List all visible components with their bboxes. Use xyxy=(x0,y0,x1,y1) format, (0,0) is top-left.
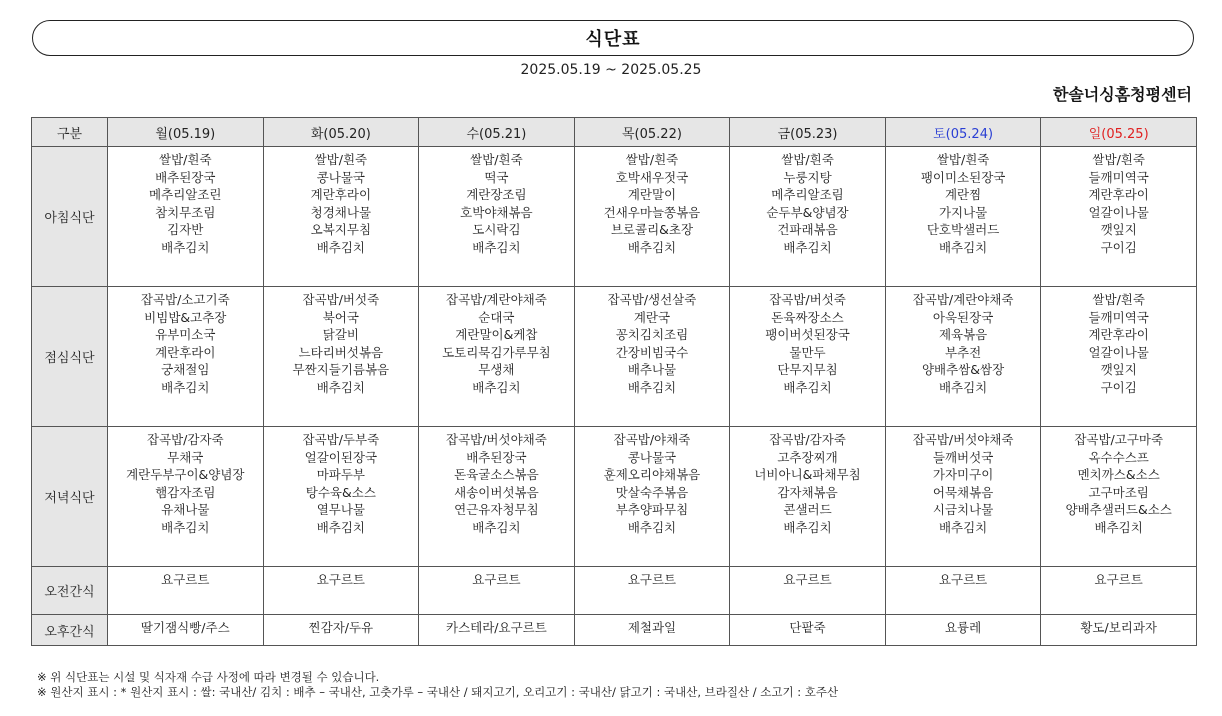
menu-item: 계란두부구이&양념장 xyxy=(126,467,245,482)
row-label-morning-snack: 오전간식 xyxy=(32,567,108,615)
afternoon-snack-cell: 딸기잼식빵/주스 xyxy=(108,615,264,646)
menu-item: 계란찜 xyxy=(944,187,982,202)
menu-item: 배추김치 xyxy=(316,239,365,255)
header-row xyxy=(32,118,1197,147)
menu-item: 누룽지탕 xyxy=(783,169,832,185)
menu-item: 순대국 xyxy=(478,309,515,325)
meal-cell xyxy=(885,427,1041,567)
menu-item: 쌀밥/흰죽 xyxy=(1092,292,1145,307)
header-category: 구분 xyxy=(32,118,108,147)
afternoon-snack-cell: 요륭레 xyxy=(885,615,1041,646)
menu-item: 옥수수스프 xyxy=(1088,449,1149,465)
menu-item: 배추김치 xyxy=(627,239,677,255)
row-label-lunch: 점심식단 xyxy=(32,287,108,427)
menu-item: 청경채나물 xyxy=(310,204,372,220)
menu-item: 배추나물 xyxy=(627,362,677,377)
meal-cell xyxy=(108,287,264,427)
menu-item: 콩나물국 xyxy=(316,169,365,185)
menu-item: 간장비빔국수 xyxy=(615,344,689,360)
menu-item: 감자채볶음 xyxy=(777,484,838,500)
menu-item: 계란장조림 xyxy=(466,187,527,202)
menu-item: 배추김치 xyxy=(938,379,988,395)
menu-item: 얼갈이나물 xyxy=(1088,204,1149,220)
menu-item: 메추리알조림 xyxy=(771,187,844,202)
header-day-fri: 금(05.23) xyxy=(730,118,886,147)
menu-table xyxy=(31,117,1197,646)
menu-item: 유채나물 xyxy=(161,502,210,517)
afternoon-snack-cell: 단팥죽 xyxy=(730,615,886,646)
lunch-row xyxy=(32,287,1197,427)
meal-cell xyxy=(574,147,730,287)
menu-item: 계란후라이 xyxy=(155,344,216,360)
menu-item: 닭갈비 xyxy=(322,327,359,342)
menu-item: 느타리버섯볶음 xyxy=(298,344,384,360)
header-day-thu: 목(05.22) xyxy=(574,118,730,147)
menu-item: 잡곡밥/생선살죽 xyxy=(607,292,697,307)
menu-item: 계란후라이 xyxy=(1088,187,1149,202)
meal-cell xyxy=(108,427,264,567)
menu-item: 가지나물 xyxy=(938,204,988,220)
meal-cell xyxy=(419,287,575,427)
menu-item: 쌀밥/흰죽 xyxy=(470,152,523,167)
menu-item: 배추된장국 xyxy=(155,169,216,185)
meal-cell xyxy=(263,427,419,567)
menu-item: 배추김치 xyxy=(316,379,365,395)
menu-item: 쌀밥/흰죽 xyxy=(159,152,212,167)
menu-item: 양배추쌈&쌈장 xyxy=(921,362,1005,377)
morning-snack-cell: 요구르트 xyxy=(730,567,886,615)
menu-item: 팽이미소된장국 xyxy=(920,169,1006,185)
menu-item: 잡곡밥/버섯야채죽 xyxy=(446,432,547,447)
meal-cell xyxy=(1041,147,1197,287)
menu-item: 참치무조림 xyxy=(155,204,216,220)
menu-item: 떡국 xyxy=(484,169,509,185)
menu-item: 물만두 xyxy=(789,344,826,360)
meal-cell xyxy=(108,147,264,287)
menu-item: 배추김치 xyxy=(1094,519,1143,535)
menu-item: 배추김치 xyxy=(161,519,210,535)
menu-item: 계란말이&케찹 xyxy=(455,327,538,342)
breakfast-row xyxy=(32,147,1197,287)
menu-item: 훈제오리야채볶음 xyxy=(603,467,701,482)
menu-item: 마파두부 xyxy=(316,467,365,482)
menu-item: 계란국 xyxy=(633,309,671,325)
menu-item: 김자반 xyxy=(167,222,204,237)
meal-cell xyxy=(730,147,886,287)
page-title: 식단표 xyxy=(585,29,641,50)
footnotes xyxy=(37,670,838,700)
menu-item: 고구마조림 xyxy=(1088,484,1149,500)
menu-item: 쌀밥/흰죽 xyxy=(314,152,368,167)
meal-cell xyxy=(730,427,886,567)
menu-item: 단무지무침 xyxy=(777,362,838,377)
menu-item: 잡곡밥/야채죽 xyxy=(613,432,691,447)
menu-item: 잡곡밥/버섯야채죽 xyxy=(912,432,1014,447)
morning-snack-cell: 요구르트 xyxy=(108,567,264,615)
menu-item: 배추김치 xyxy=(938,239,988,255)
menu-item: 호박새우젓국 xyxy=(615,169,689,185)
morning-snack-cell: 요구르트 xyxy=(574,567,730,615)
meal-cell xyxy=(263,147,419,287)
menu-item: 돈육짜장소스 xyxy=(771,309,844,325)
menu-item: 양배추샐러드&소스 xyxy=(1065,502,1172,517)
header-day-wed: 수(05.21) xyxy=(419,118,575,147)
menu-item: 아욱된장국 xyxy=(932,309,994,325)
meal-cell xyxy=(574,427,730,567)
menu-item: 배추된장국 xyxy=(466,449,527,465)
meal-cell xyxy=(1041,427,1197,567)
menu-item: 어묵채볶음 xyxy=(932,484,994,500)
menu-item: 팽이버섯된장국 xyxy=(765,327,850,342)
header-day-sun: 일(05.25) xyxy=(1041,118,1197,147)
menu-item: 연근유자청무침 xyxy=(454,502,539,517)
morning-snack-cell: 요구르트 xyxy=(885,567,1041,615)
menu-item: 배추김치 xyxy=(627,379,677,395)
header-day-tue: 화(05.20) xyxy=(263,118,419,147)
menu-item: 궁채절임 xyxy=(161,362,210,377)
menu-item: 들깨버섯국 xyxy=(932,449,994,465)
morning-snack-cell: 요구르트 xyxy=(1041,567,1197,615)
menu-item: 계란후라이 xyxy=(1088,327,1149,342)
footnote-change-notice: ※ 위 식단표는 시설 및 식자재 수급 사정에 따라 변경될 수 있습니다. xyxy=(37,670,380,684)
afternoon-snack-cell: 카스테라/요구르트 xyxy=(419,615,575,646)
menu-item: 맛살숙주볶음 xyxy=(615,484,689,500)
menu-item: 배추김치 xyxy=(161,379,210,395)
menu-item: 구이김 xyxy=(1100,379,1137,395)
menu-item: 배추김치 xyxy=(316,519,365,535)
period-range: 2025.05.19 ~ 2025.05.25 xyxy=(520,62,702,78)
meal-cell xyxy=(1041,287,1197,427)
menu-item: 순두부&양념장 xyxy=(766,204,849,220)
menu-item: 오복지무침 xyxy=(310,222,372,237)
menu-item: 콘샐러드 xyxy=(783,502,832,517)
menu-item: 가자미구이 xyxy=(932,467,994,482)
menu-item: 배추김치 xyxy=(783,239,832,255)
menu-item: 쌀밥/흰죽 xyxy=(781,152,834,167)
menu-item: 도토리묵김가루무침 xyxy=(442,344,551,360)
menu-item: 배추김치 xyxy=(627,519,677,535)
menu-item: 제육볶음 xyxy=(938,327,988,342)
afternoon-snack-cell: 황도/보리과자 xyxy=(1041,615,1197,646)
menu-item: 부추양파무침 xyxy=(615,502,689,517)
menu-item: 건새우마늘쫑볶음 xyxy=(603,204,701,220)
menu-item: 잡곡밥/두부죽 xyxy=(302,432,380,447)
menu-item: 탕수육&소스 xyxy=(305,484,376,500)
menu-item: 들깨미역국 xyxy=(1088,169,1149,185)
afternoon-snack-cell: 찐감자/두유 xyxy=(263,615,419,646)
menu-item: 무짠지들기름볶음 xyxy=(292,362,390,377)
menu-item: 햄감자조림 xyxy=(155,484,216,500)
menu-item: 꽁치김치조림 xyxy=(615,327,689,342)
row-label-breakfast: 아침식단 xyxy=(32,147,108,287)
afternoon-snack-cell: 제철과일 xyxy=(574,615,730,646)
menu-item: 얼갈이된장국 xyxy=(304,449,378,465)
organization-name: 한솔너싱홈청평센터 xyxy=(1052,85,1192,104)
afternoon-snack-row xyxy=(32,615,1197,646)
meal-cell xyxy=(885,147,1041,287)
menu-item: 계란말이 xyxy=(627,187,677,202)
row-label-dinner: 저녁식단 xyxy=(32,427,108,567)
title-banner xyxy=(32,20,1194,56)
menu-item: 호박야채볶음 xyxy=(460,204,533,220)
menu-item: 배추김치 xyxy=(472,519,521,535)
menu-item: 도시락김 xyxy=(472,222,521,237)
menu-item: 얼갈이나물 xyxy=(1088,344,1149,360)
menu-item: 계란후라이 xyxy=(310,187,372,202)
menu-item: 새송이버섯볶음 xyxy=(454,484,539,500)
meal-cell xyxy=(574,287,730,427)
menu-item: 비빔밥&고추장 xyxy=(144,309,227,325)
meal-cell xyxy=(419,427,575,567)
menu-item: 배추김치 xyxy=(783,519,832,535)
menu-item: 잡곡밥/감자죽 xyxy=(769,432,846,447)
menu-item: 잡곡밥/계란야채죽 xyxy=(912,292,1014,307)
menu-item: 멘치까스&소스 xyxy=(1077,467,1160,482)
menu-item: 무채국 xyxy=(167,449,204,465)
menu-item: 잡곡밥/고구마죽 xyxy=(1074,432,1164,447)
menu-item: 잡곡밥/버섯죽 xyxy=(769,292,846,307)
menu-item: 너비아니&파채무침 xyxy=(754,467,861,482)
footnote-origin: ※ 원산지 표시 : * 원산지 표시 : 쌀: 국내산/ 김치 : 배추 – 국내산, 고춧가루 – 국내산 / 돼지고기, 오리고기 : 국내산/ 닭고기 : 국내산, 브라질산 / 소고기 : 호주산 xyxy=(37,685,839,699)
meal-cell xyxy=(885,287,1041,427)
meal-cell xyxy=(730,287,886,427)
morning-snack-row xyxy=(32,567,1197,615)
menu-item: 깻잎지 xyxy=(1100,222,1137,237)
menu-item: 들깨미역국 xyxy=(1088,309,1149,325)
menu-item: 돈육굴소스볶음 xyxy=(454,467,539,482)
menu-item: 고추장찌개 xyxy=(777,449,838,465)
menu-item: 단호박샐러드 xyxy=(926,222,1000,237)
menu-item: 쌀밥/흰죽 xyxy=(625,152,679,167)
menu-item: 잡곡밥/계란야채죽 xyxy=(446,292,547,307)
menu-item: 쌀밥/흰죽 xyxy=(936,152,990,167)
menu-item: 브로콜리&초장 xyxy=(610,222,694,237)
menu-item: 북어국 xyxy=(322,309,359,325)
header-day-mon: 월(05.19) xyxy=(108,118,264,147)
menu-item: 메추리알조린 xyxy=(149,187,222,202)
menu-item: 잡곡밥/버섯죽 xyxy=(302,292,380,307)
menu-item: 유부미소국 xyxy=(155,327,216,342)
morning-snack-cell: 요구르트 xyxy=(419,567,575,615)
menu-item: 깻잎지 xyxy=(1100,362,1137,377)
meal-cell xyxy=(419,147,575,287)
morning-snack-cell: 요구르트 xyxy=(263,567,419,615)
row-label-afternoon-snack: 오후간식 xyxy=(32,615,108,646)
menu-item: 열무나물 xyxy=(316,502,365,517)
menu-item: 시금치나물 xyxy=(932,502,994,517)
menu-item: 부추전 xyxy=(944,344,982,360)
dinner-row xyxy=(32,427,1197,567)
menu-item: 쌀밥/흰죽 xyxy=(1092,152,1145,167)
menu-item: 배추김치 xyxy=(938,519,988,535)
menu-item: 잡곡밥/감자죽 xyxy=(146,432,224,447)
menu-item: 배추김치 xyxy=(161,239,210,255)
menu-item: 구이김 xyxy=(1100,239,1137,255)
meal-cell xyxy=(263,287,419,427)
menu-item: 건파래볶음 xyxy=(777,222,838,237)
menu-item: 배추김치 xyxy=(472,239,521,255)
header-day-sat: 토(05.24) xyxy=(885,118,1041,147)
menu-item: 배추김치 xyxy=(783,379,832,395)
menu-item: 잡곡밥/소고기죽 xyxy=(140,292,230,307)
menu-item: 콩나물국 xyxy=(627,449,677,465)
menu-item: 무생채 xyxy=(478,362,515,377)
menu-item: 배추김치 xyxy=(472,379,521,395)
